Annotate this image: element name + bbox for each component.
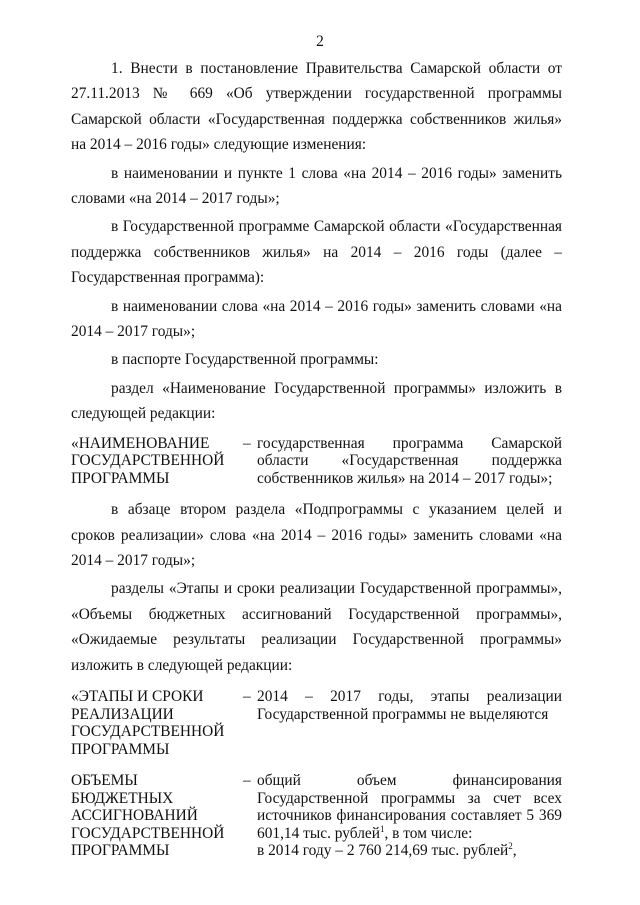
- budget-including-text: , в том числе:: [384, 824, 473, 842]
- block-dash: –: [243, 434, 251, 452]
- page-number: 2: [316, 33, 324, 50]
- paragraph-6: раздел «Наименование Государственной программы» изложить в следующей редакции:: [71, 379, 562, 423]
- paragraph-5: в паспорте Государственной программы:: [111, 351, 379, 369]
- footnote-ref-1: 1: [379, 823, 385, 834]
- footnote-ref-2: 2: [508, 840, 513, 851]
- passport-block-stages: [71, 688, 562, 758]
- block-label: «ЭТАПЫ И СРОКИ РЕАЛИЗАЦИИ ГОСУДАРСТВЕННОЙ ПРОГРАММЫ: [71, 688, 225, 758]
- block-dash: –: [243, 688, 251, 706]
- paragraph-8: разделы «Этапы и сроки реализации Государственной программы», «Объемы бюджетных ассигнований Государственной программы», «Ожидаемые результаты реализации Государственной программы» изложить в следующей редакции:: [71, 580, 562, 674]
- paragraph-3: в Государственной программе Самарской области «Государственная поддержка собственников жилья» на 2014 – 2016 годы (далее – Государственная программа):: [71, 218, 562, 287]
- block-label: ОБЪЕМЫ БЮДЖЕТНЫХ АССИГНОВАНИЙ ГОСУДАРСТВЕННОЙ ПРОГРАММЫ: [71, 772, 225, 860]
- budget-2014-comma: ,: [512, 842, 517, 860]
- block-dash: –: [243, 772, 251, 790]
- paragraph-7: в абзаце втором раздела «Подпрограммы с указанием целей и сроков реализации» слова «на 2014 – 2016 годы» заменить словами «на 2014 – 2017 годы»;: [71, 501, 562, 569]
- budget-2014-text: в 2014 году – 2 760 214,69 тыс. рублей: [257, 842, 509, 860]
- passport-block-name: [71, 435, 562, 488]
- block-text: [257, 772, 562, 860]
- paragraph-2: в наименовании и пункте 1 слова «на 2014 – 2016 годы» заменить словами «на 2014 – 2017 годы»;: [71, 164, 562, 208]
- block-label: «НАИМЕНОВАНИЕ ГОСУДАРСТВЕННОЙ ПРОГРАММЫ: [71, 434, 225, 487]
- document-body: [71, 56, 562, 870]
- paragraph-4: в наименовании слова «на 2014 – 2016 годы» заменить словами «на 2014 – 2017 годы»;: [71, 297, 562, 341]
- budget-total-text: общий объем финансирования Государственной программы за счет всех источников финансирования составляет 5 369 601,14 тыс. рублей: [257, 772, 562, 842]
- block-text: 2014 – 2017 годы, этапы реализации Государственной программы не выделяются: [257, 688, 562, 723]
- passport-block-budget: [71, 772, 562, 860]
- block-text: государственная программа Самарской области «Государственная поддержка собственников жилья» на 2014 – 2017 годы»;: [257, 434, 562, 487]
- paragraph-1: 1. Внести в постановление Правительства Самарской области от 27.11.2013 № 669 «Об утверждении государственной программы Самарской области «Государственная поддержка собственников жилья» на 2014 – 2016 годы» следующие изменения:: [71, 60, 562, 154]
